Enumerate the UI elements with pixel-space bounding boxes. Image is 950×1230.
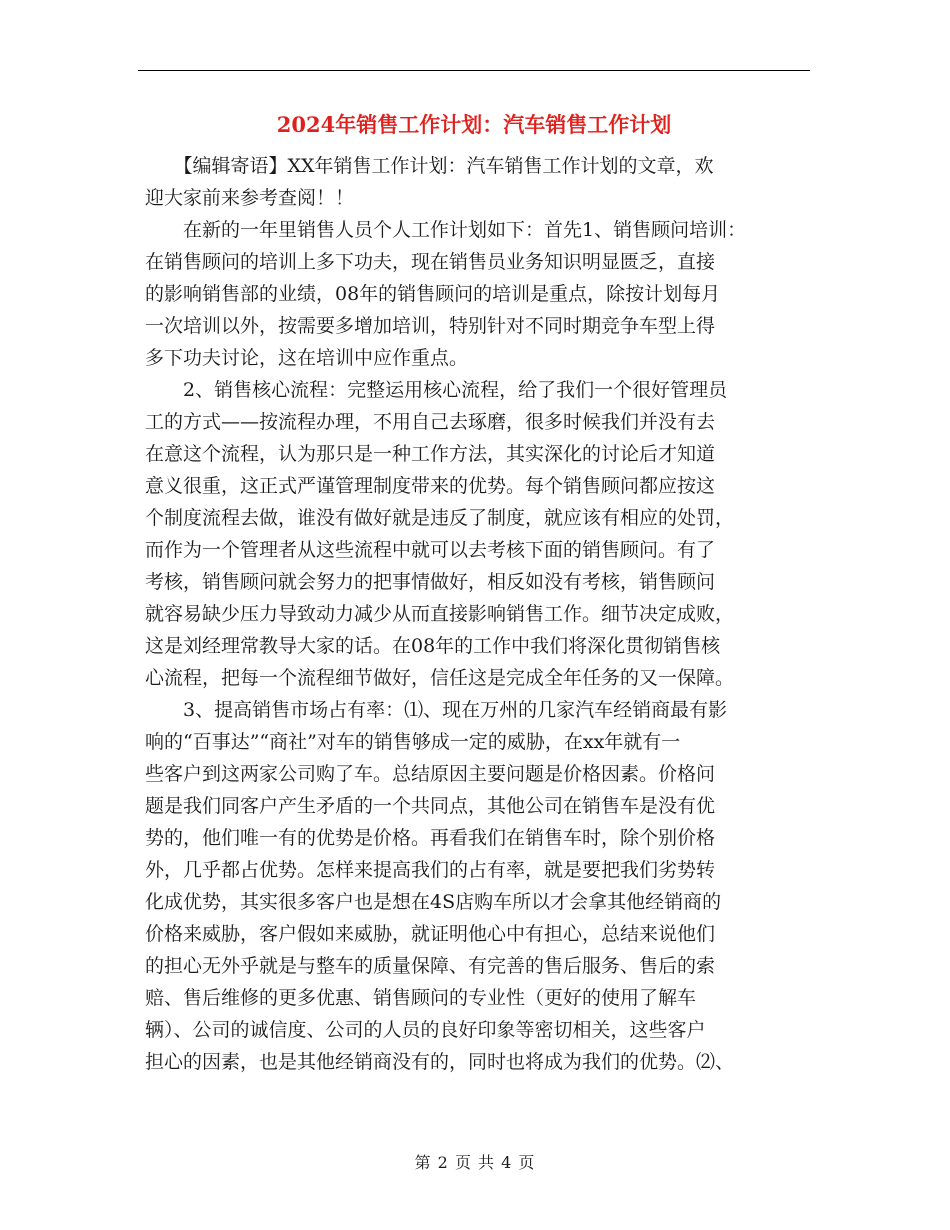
body-line: 些客户到这两家公司购了车。总结原因主要问题是价格因素。价格问	[145, 763, 716, 785]
body-line: 考核，销售顾问就会努力的把事情做好，相反如没有考核，销售顾问	[145, 571, 716, 593]
body-line: 在销售顾问的培训上多下功夫，现在销售员业务知识明显匮乏，直接	[145, 251, 716, 273]
document-title: 2024年销售工作计划：汽车销售工作计划	[276, 112, 672, 137]
body-line: 个制度流程去做，谁没有做好就是违反了制度，就应该有相应的处罚，	[145, 507, 735, 529]
body-line: 2、销售核心流程：完整运用核心流程，给了我们一个很好管理员	[145, 379, 728, 401]
body-line: 迎大家前来参考查阅！！	[145, 187, 355, 209]
body-line: 一次培训以外，按需要多增加培训，特别针对不同时期竞争车型上得	[145, 315, 716, 337]
body-line: 辆）、公司的诚信度、公司的人员的良好印象等密切相关，这些客户	[145, 1019, 706, 1041]
body-line: 在意这个流程，认为那只是一种工作方法，其实深化的讨论后才知道	[145, 443, 716, 465]
body-line: 外，几乎都占优势。怎样来提高我们的占有率，就是要把我们劣势转	[145, 859, 716, 881]
body-line: 的影响销售部的业绩，08年的销售顾问的培训是重点，除按计划每月	[145, 283, 721, 305]
body-line: 势的，他们唯一有的优势是价格。再看我们在销售车时，除个别价格	[145, 827, 716, 849]
body-line: 赔、售后维修的更多优惠、销售顾问的专业性（更好的使用了解车	[145, 987, 697, 1009]
body-line: 这是刘经理常教导大家的话。在08年的工作中我们将深化贯彻销售核	[145, 635, 721, 657]
body-line: 而作为一个管理者从这些流程中就可以去考核下面的销售顾问。有了	[145, 539, 716, 561]
body-line: 价格来威胁，客户假如来威胁，就证明他心中有担心，总结来说他们	[145, 923, 716, 945]
body-line: 3、提高销售市场占有率：⑴、现在万州的几家汽车经销商最有影	[145, 699, 728, 721]
body-line: 心流程，把每一个流程细节做好，信任这是完成全年任务的又一保障。	[145, 667, 735, 689]
header-rule	[138, 70, 810, 71]
body-line: 意义很重，这正式严谨管理制度带来的优势。每个销售顾问都应按这	[145, 475, 716, 497]
body-line: 多下功夫讨论，这在培训中应作重点。	[145, 347, 469, 369]
body-line: 就容易缺少压力导致动力减少从而直接影响销售工作。细节决定成败，	[145, 603, 735, 625]
body-line: 的担心无外乎就是与整车的质量保障、有完善的售后服务、售后的索	[145, 955, 716, 977]
body-line: 【编辑寄语】XX年销售工作计划：汽车销售工作计划的文章，欢	[145, 155, 714, 177]
body-line: 工的方式——按流程办理，不用自己去琢磨，很多时候我们并没有去	[145, 411, 716, 433]
document-body	[145, 150, 810, 1078]
body-line: 响的“百事达”“商社”对车的销售够成一定的威胁，在xx年就有一	[145, 731, 681, 753]
body-line: 在新的一年里销售人员个人工作计划如下：首先1、销售顾问培训：	[145, 219, 747, 241]
page-footer: 第 2 页 共 4 页	[414, 1153, 536, 1172]
body-line: 化成优势，其实很多客户也是想在4S店购车所以才会拿其他经销商的	[145, 891, 722, 913]
body-line: 题是我们同客户产生矛盾的一个共同点，其他公司在销售车是没有优	[145, 795, 716, 817]
body-line: 担心的因素，也是其他经销商没有的，同时也将成为我们的优势。⑵、	[145, 1051, 735, 1073]
